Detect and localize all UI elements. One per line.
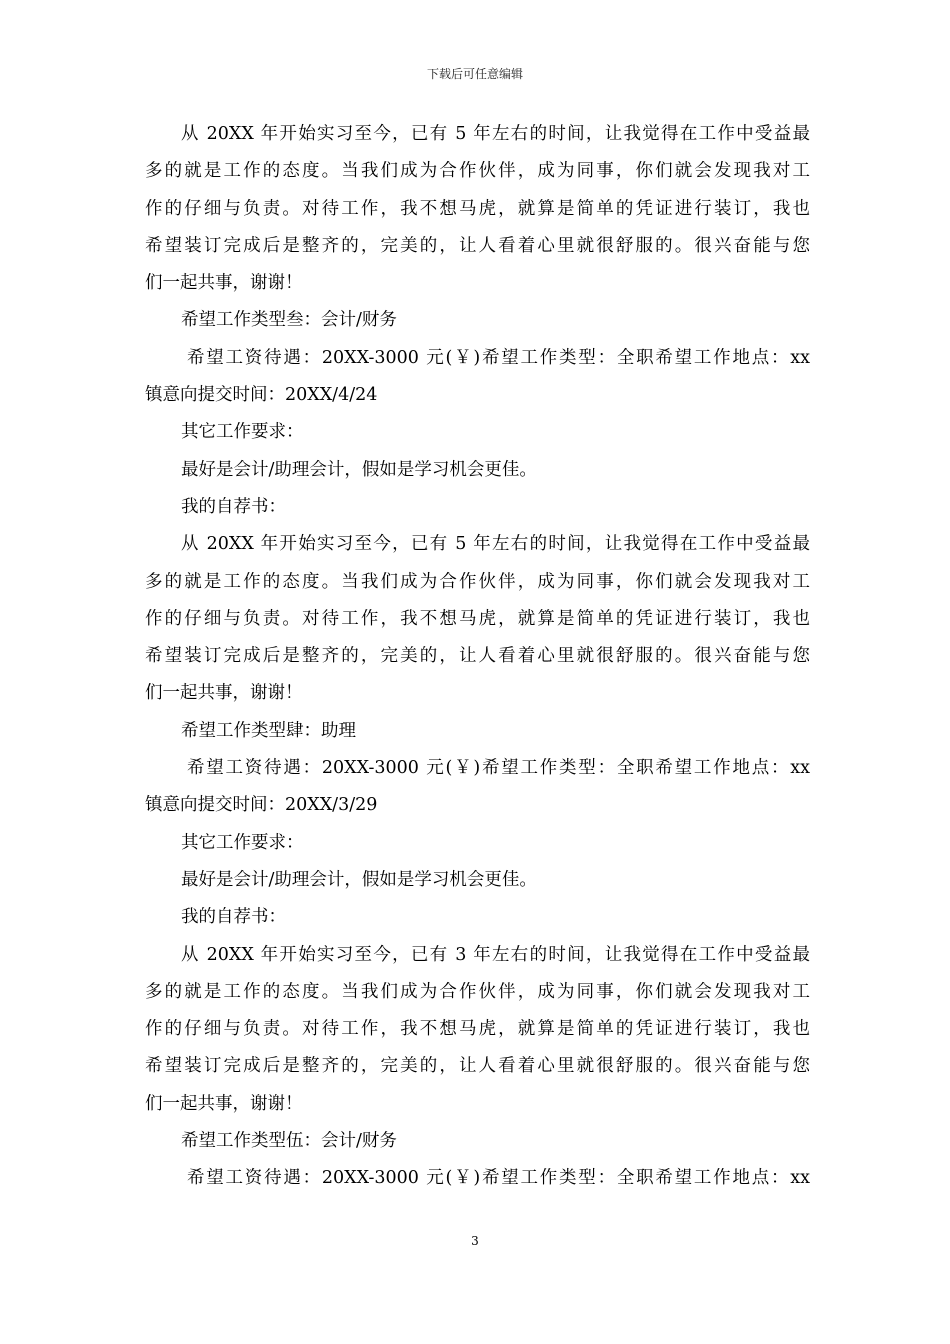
document-body bbox=[145, 116, 810, 1198]
paragraph-line: 从 20XX 年开始实习至今，已有 5 年左右的时间，让我觉得在工作中受益最 bbox=[181, 534, 810, 555]
self-recommendation-label: 我的自荐书： bbox=[181, 907, 286, 928]
salary-line: 希望工资待遇：20XX-3000 元(￥)希望工作类型：全职希望工作地点：xx bbox=[187, 1168, 810, 1189]
paragraph-line: 多的就是工作的态度。当我们成为合作伙伴，成为同事，你们就会发现我对工 bbox=[145, 571, 810, 592]
other-requirements-text: 最好是会计/助理会计，假如是学习机会更佳。 bbox=[181, 869, 537, 890]
salary-line: 希望工资待遇：20XX-3000 元(￥)希望工作类型：全职希望工作地点：xx bbox=[187, 347, 810, 368]
job-type-line: 希望工作类型伍：会计/财务 bbox=[181, 1131, 397, 1152]
paragraph-line: 多的就是工作的态度。当我们成为合作伙伴，成为同事，你们就会发现我对工 bbox=[145, 981, 810, 1002]
paragraph-line: 从 20XX 年开始实习至今，已有 5 年左右的时间，让我觉得在工作中受益最 bbox=[181, 124, 810, 144]
self-recommendation-label: 我的自荐书： bbox=[181, 496, 286, 517]
paragraph-line: 作的仔细与负责。对待工作，我不想马虎，就算是简单的凭证进行装订，我也 bbox=[145, 608, 810, 629]
paragraph-line: 多的就是工作的态度。当我们成为合作伙伴，成为同事，你们就会发现我对工 bbox=[145, 161, 810, 182]
job-type-line: 希望工作类型叁：会计/财务 bbox=[181, 310, 397, 331]
paragraph-line: 从 20XX 年开始实习至今，已有 3 年左右的时间，让我觉得在工作中受益最 bbox=[181, 944, 810, 965]
page-number: 3 bbox=[471, 1234, 479, 1248]
paragraph-line: 们一起共事，谢谢！ bbox=[145, 273, 303, 294]
paragraph-line: 们一起共事，谢谢！ bbox=[145, 683, 303, 704]
paragraph-line: 作的仔细与负责。对待工作，我不想马虎，就算是简单的凭证进行装订，我也 bbox=[145, 198, 810, 219]
other-requirements-label: 其它工作要求： bbox=[181, 422, 304, 443]
paragraph-line: 希望装订完成后是整齐的，完美的，让人看着心里就很舒服的。很兴奋能与您 bbox=[145, 646, 810, 667]
other-requirements-label: 其它工作要求： bbox=[181, 832, 304, 853]
paragraph-line: 作的仔细与负责。对待工作，我不想马虎，就算是简单的凭证进行装订，我也 bbox=[145, 1019, 810, 1040]
paragraph-line: 希望装订完成后是整齐的，完美的，让人看着心里就很舒服的。很兴奋能与您 bbox=[145, 235, 810, 256]
paragraph-line: 希望装订完成后是整齐的，完美的，让人看着心里就很舒服的。很兴奋能与您 bbox=[145, 1056, 810, 1077]
submit-time-line: 镇意向提交时间：20XX/3/29 bbox=[145, 795, 378, 816]
other-requirements-text: 最好是会计/助理会计，假如是学习机会更佳。 bbox=[181, 459, 537, 480]
salary-line: 希望工资待遇：20XX-3000 元(￥)希望工作类型：全职希望工作地点：xx bbox=[187, 758, 810, 779]
paragraph-line: 们一起共事，谢谢！ bbox=[145, 1093, 303, 1114]
submit-time-line: 镇意向提交时间：20XX/4/24 bbox=[145, 385, 378, 406]
job-type-line: 希望工作类型肆：助理 bbox=[181, 720, 356, 741]
page-header: 下载后可任意编辑 bbox=[426, 67, 523, 81]
